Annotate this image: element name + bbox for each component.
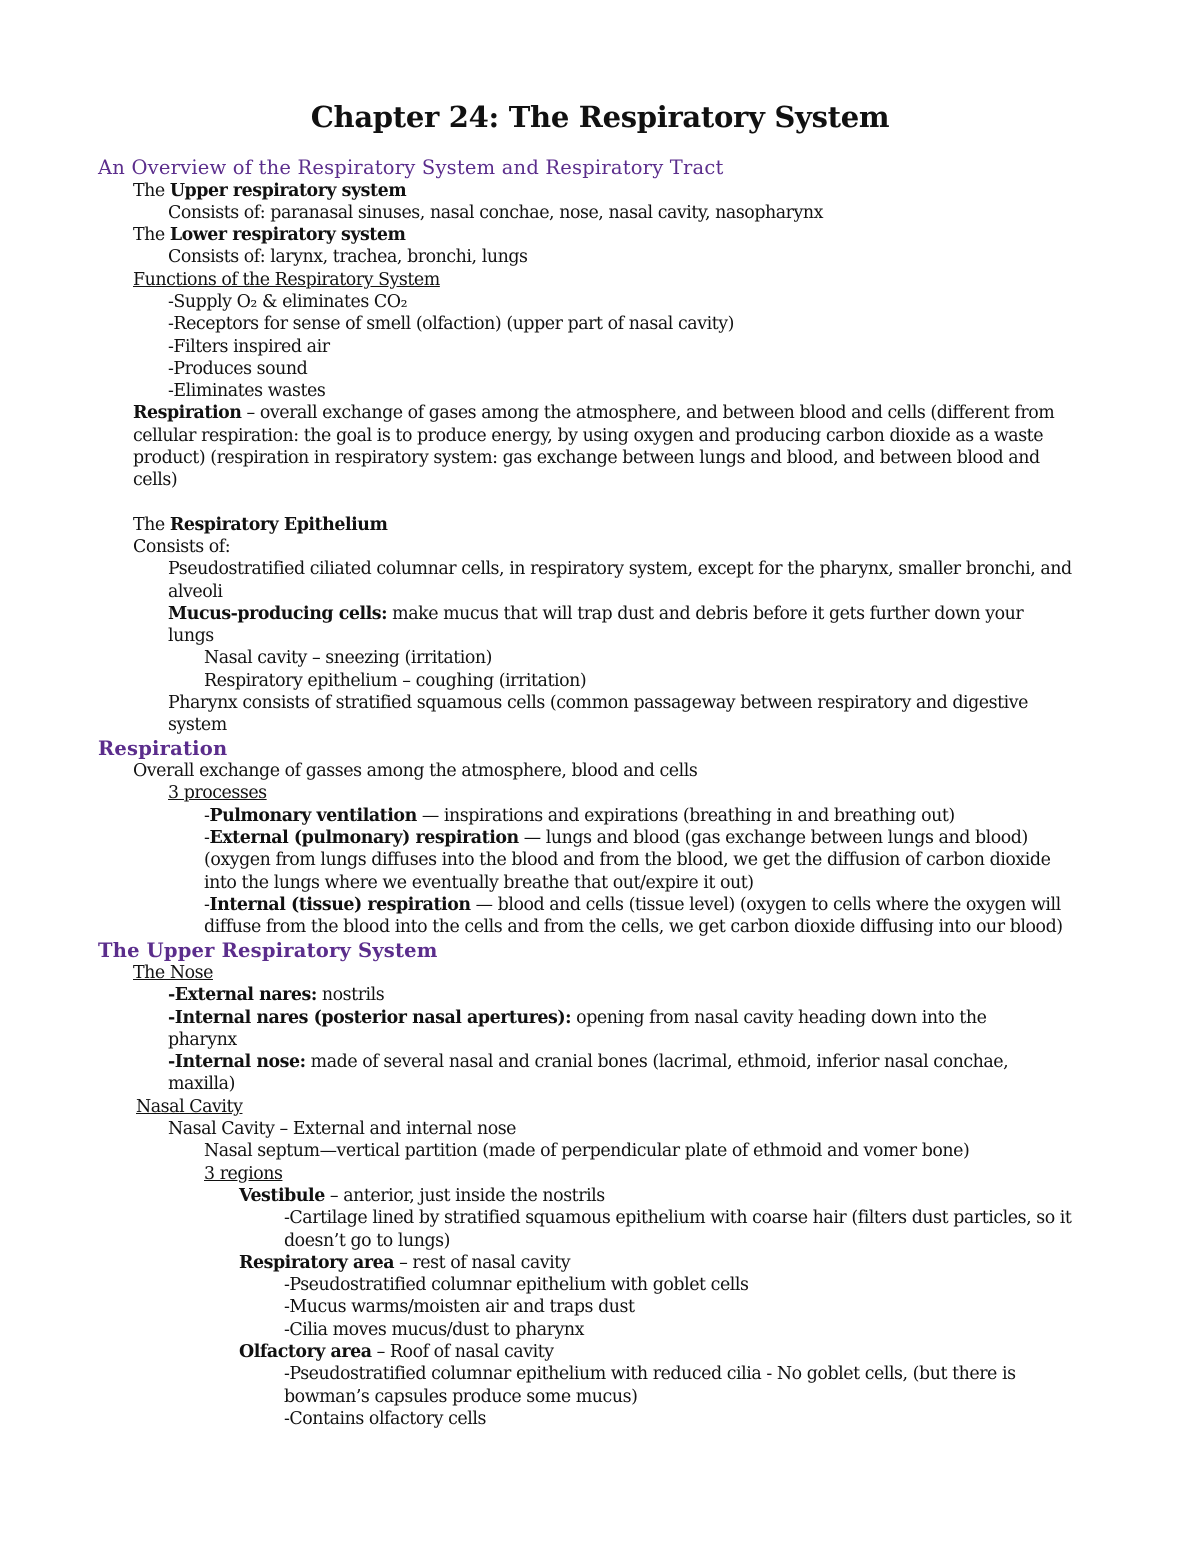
nasal-cavity-definition: Nasal Cavity – External and internal nose: [168, 1119, 517, 1140]
epithelium-consists: Consists of:: [133, 536, 231, 557]
respiratory-area-item: -Pseudostratified columnar epithelium with goblet cells: [284, 1275, 749, 1296]
external-respiration-line-3: into the lungs where we eventually breathe that out/expire it out): [204, 872, 754, 893]
pharynx-line: Pharynx consists of stratified squamous cells (common passageway between respiratory and digestive: [168, 693, 1028, 714]
pulmonary-ventilation: [98, 805, 1108, 827]
respiratory-area-term: Respiratory area: [239, 1252, 395, 1273]
pseudostratified-line-2: alveoli: [168, 581, 223, 602]
internal-nose-text: made of several nasal and cranial bones (lacrimal, ethmoid, inferior nasal conchae,: [305, 1052, 1009, 1073]
pulmonary-ventilation-text: — inspirations and expirations (breathing in and breathing out): [416, 805, 955, 826]
vestibule-term: Vestibule: [239, 1185, 325, 1206]
internal-nares-text: opening from nasal cavity heading down into the: [571, 1007, 987, 1028]
lower-prefix: The: [133, 225, 170, 246]
vestibule-detail-2: doesn’t go to lungs): [284, 1230, 450, 1251]
blank-line: [98, 492, 1108, 514]
olfactory-detail-2: bowman’s capsules produce some mucus): [284, 1386, 638, 1407]
function-item: -Filters inspired air: [168, 336, 330, 357]
internal-nose: [98, 1051, 1108, 1073]
internal-nose-term: -Internal nose:: [168, 1052, 306, 1073]
processes-heading: 3 processes: [168, 783, 267, 804]
vestibule-detail: -Cartilage lined by stratified squamous epithelium with coarse hair (filters dust particles, so it: [284, 1208, 1072, 1229]
internal-nares-term: -Internal nares (posterior nasal apertures):: [168, 1007, 572, 1028]
external-nares-term: -External nares:: [168, 985, 317, 1006]
function-item: -Supply O₂ & eliminates CO₂: [168, 291, 408, 312]
mucus-cells-line-2: lungs: [168, 626, 214, 647]
dash: -: [204, 805, 210, 826]
respiration-text: – overall exchange of gases among the atmosphere, and between blood and cells (different from: [241, 403, 1055, 424]
document-body: [98, 156, 1108, 1430]
page-title: Chapter 24: The Respiratory System: [310, 100, 890, 134]
internal-nares: [98, 1007, 1108, 1029]
upper-consists: Consists of: paranasal sinuses, nasal conchae, nose, nasal cavity, nasopharynx: [168, 202, 824, 223]
pharynx-line-2: system: [168, 715, 227, 736]
upper-prefix: The: [133, 180, 170, 201]
respiration-term: Respiration: [133, 403, 242, 424]
mucus-cells-line: [98, 603, 1108, 625]
olfactory-area-line: [98, 1341, 1108, 1363]
external-respiration-term: External (pulmonary) respiration: [209, 828, 519, 849]
olfactory-detail-3: -Contains olfactory cells: [284, 1408, 486, 1429]
overall-exchange: Overall exchange of gasses among the atmosphere, blood and cells: [133, 761, 698, 782]
respiration-line: product) (respiration in respiratory system: gas exchange between lungs and blood, and between blood and: [133, 448, 1040, 469]
epithelium-prefix: The: [133, 514, 170, 535]
epithelium-line: [98, 514, 1108, 536]
lower-consists: Consists of: larynx, trachea, bronchi, lungs: [168, 247, 528, 268]
external-nares-text: nostrils: [316, 985, 385, 1006]
olfactory-detail: -Pseudostratified columnar epithelium with reduced cilia - No goblet cells, (but there is: [284, 1364, 1016, 1385]
internal-respiration-text: — blood and cells (tissue level) (oxygen to cells where the oxygen will: [470, 894, 1061, 915]
mucus-cells-text: make mucus that will trap dust and debris before it gets further down your: [387, 603, 1024, 624]
internal-respiration-term: Internal (tissue) respiration: [209, 894, 471, 915]
external-respiration-text: — lungs and blood (gas exchange between lungs and blood): [518, 828, 1028, 849]
upper-system-line: [98, 180, 1108, 202]
dash: -: [204, 894, 210, 915]
section-heading-upper: The Upper Respiratory System: [98, 938, 438, 962]
lower-system-line: [98, 224, 1108, 246]
pulmonary-ventilation-term: Pulmonary ventilation: [209, 805, 417, 826]
function-item: -Eliminates wastes: [168, 381, 326, 402]
olfactory-area-term: Olfactory area: [239, 1342, 372, 1363]
nasal-septum: Nasal septum—vertical partition (made of perpendicular plate of ethmoid and vomer bone): [204, 1141, 970, 1162]
function-item: -Produces sound: [168, 358, 308, 379]
epithelium-term: Respiratory Epithelium: [169, 514, 388, 535]
respiration-line: cellular respiration: the goal is to produce energy, by using oxygen and producing carbon dioxide as a waste: [133, 425, 1044, 446]
dash: -: [204, 828, 210, 849]
vestibule-line: [98, 1185, 1108, 1207]
internal-nose-line-2: maxilla): [168, 1074, 235, 1095]
lower-system-term: Lower respiratory system: [169, 225, 406, 246]
respiratory-area-item: -Cilia moves mucus/dust to pharynx: [284, 1319, 585, 1340]
external-nares: [98, 984, 1108, 1006]
external-respiration-line-2: (oxygen from lungs diffuses into the blood and from the blood, we get the diffusion of carbon dioxide: [204, 850, 1051, 871]
respiration-line: cells): [133, 470, 178, 491]
regions-heading: 3 regions: [204, 1163, 283, 1184]
nasal-cavity-heading: Nasal Cavity: [136, 1096, 243, 1117]
functions-heading: Functions of the Respiratory System: [133, 269, 440, 290]
internal-respiration-line-2: diffuse from the blood into the cells and from the cells, we get carbon dioxide diffusing into our blood): [204, 917, 1063, 938]
function-item: -Receptors for sense of smell (olfaction) (upper part of nasal cavity): [168, 314, 734, 335]
internal-nares-line-2: pharynx: [168, 1029, 237, 1050]
section-heading-overview: An Overview of the Respiratory System and Respiratory Tract: [98, 156, 724, 179]
nasal-sneezing: Nasal cavity – sneezing (irritation): [204, 648, 493, 669]
olfactory-area-text: – Roof of nasal cavity: [371, 1342, 554, 1363]
upper-system-term: Upper respiratory system: [169, 180, 407, 201]
respiratory-area-text: – rest of nasal cavity: [394, 1252, 571, 1273]
mucus-cells-term: Mucus-producing cells:: [168, 603, 388, 624]
section-heading-respiration: Respiration: [98, 736, 228, 760]
respiratory-area-line: [98, 1252, 1108, 1274]
respiratory-area-item: -Mucus warms/moisten air and traps dust: [284, 1297, 635, 1318]
pseudostratified-line: Pseudostratified ciliated columnar cells, in respiratory system, except for the pharynx, smaller bronchi, and: [168, 559, 1072, 580]
epithelium-coughing: Respiratory epithelium – coughing (irritation): [204, 670, 587, 691]
vestibule-text: – anterior, just inside the nostrils: [324, 1185, 605, 1206]
external-respiration: [98, 827, 1108, 849]
nose-heading: The Nose: [133, 963, 213, 983]
internal-respiration: [98, 894, 1108, 916]
respiration-definition: [98, 402, 1108, 424]
